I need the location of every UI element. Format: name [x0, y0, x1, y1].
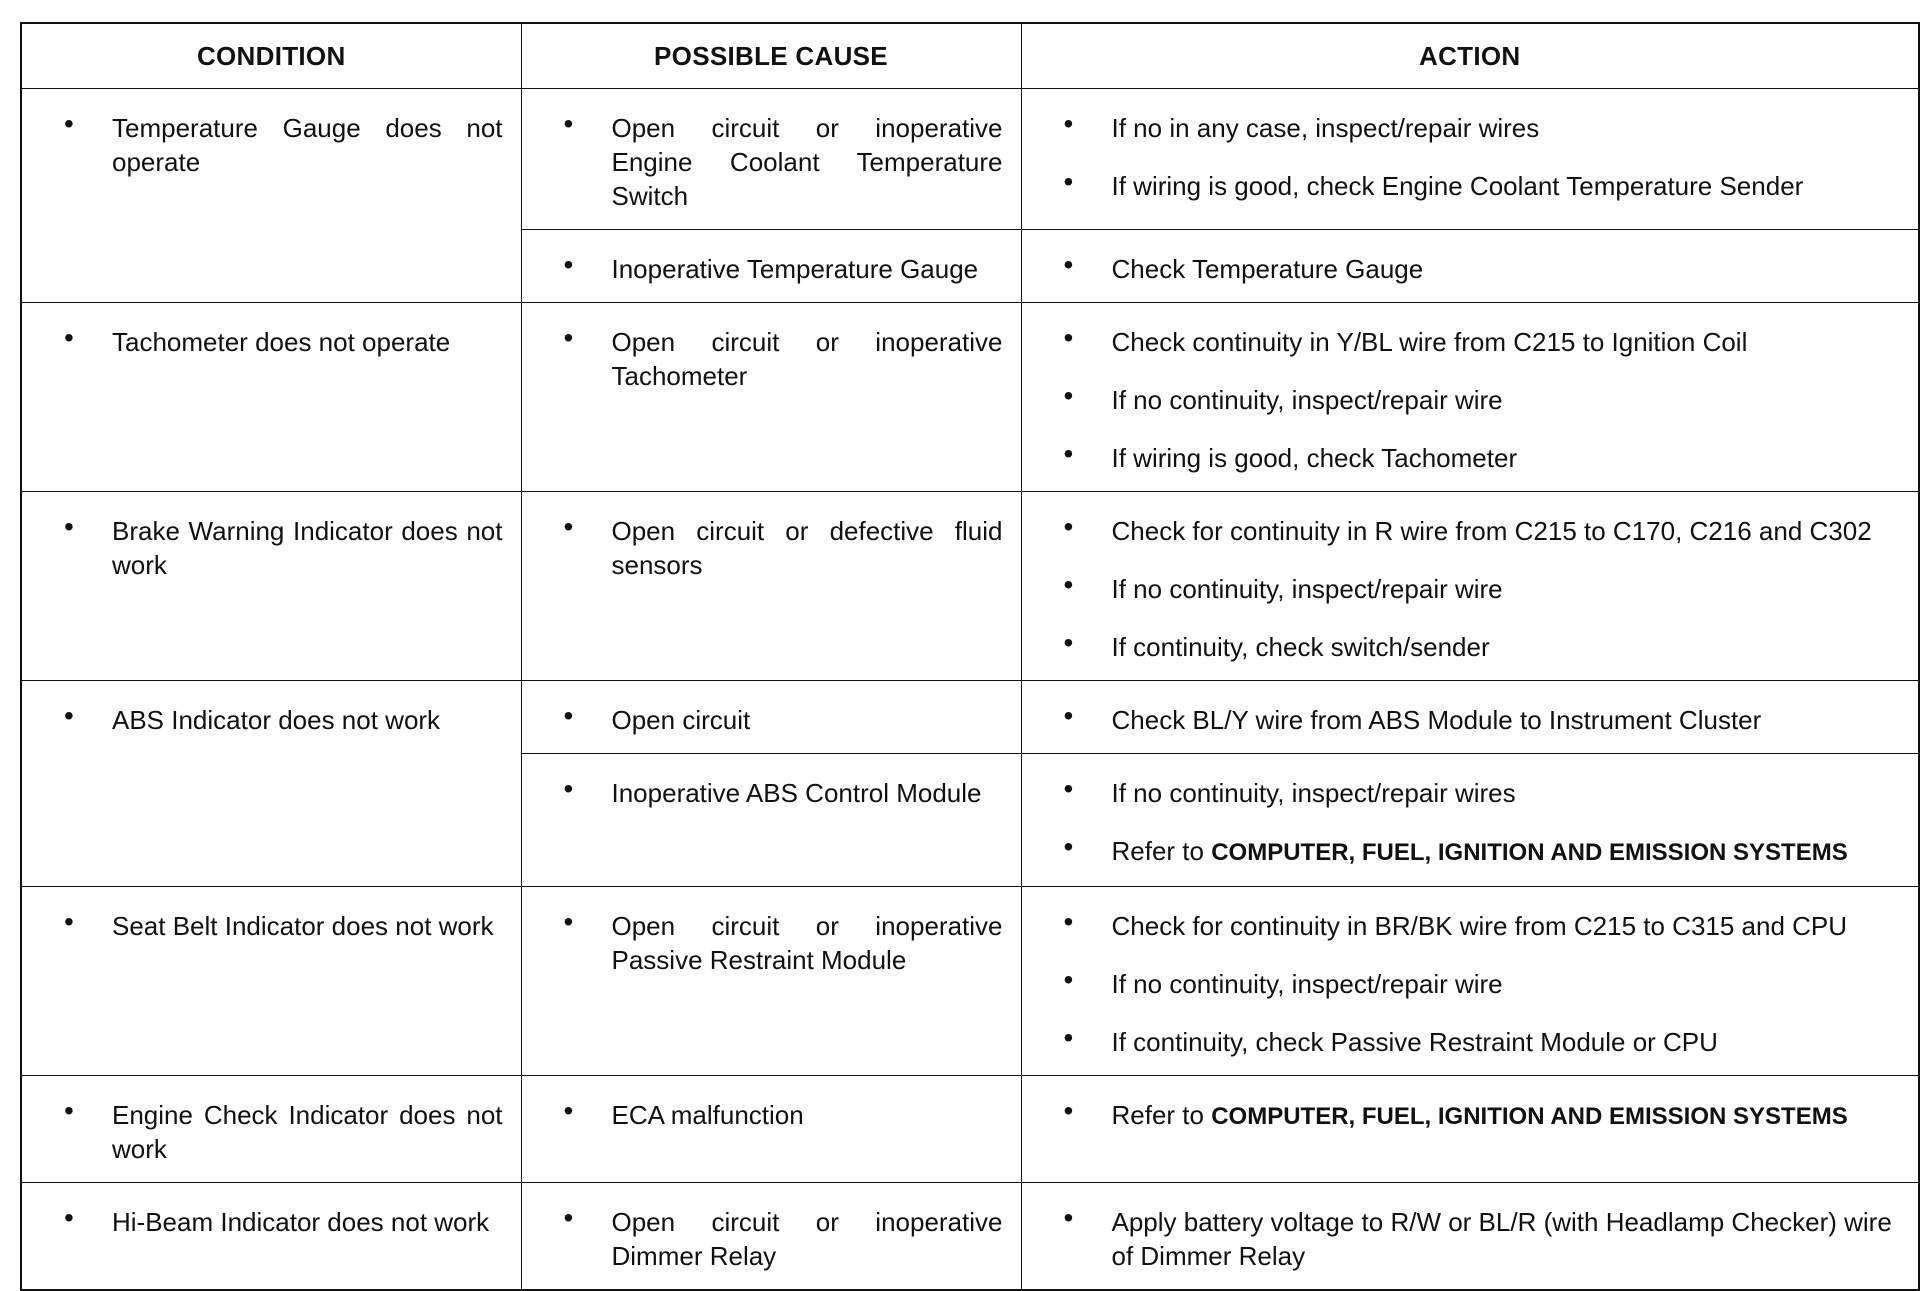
header-row: [21, 23, 1919, 89]
action-item: • Apply battery voltage to R/W or BL/R (with Headlamp Checker) wire of Dimmer Relay: [1022, 1205, 1901, 1273]
action-item: • Check Temperature Gauge: [1022, 252, 1901, 286]
table-row: [21, 681, 1919, 754]
action-item: • Check for continuity in R wire from C215 to C170, C216 and C302: [1022, 514, 1901, 548]
action-item: • If wiring is good, check Engine Coolant Temperature Sender: [1022, 169, 1901, 203]
header-possible-cause: POSSIBLE CAUSE: [521, 23, 1021, 89]
action-item: • Check BL/Y wire from ABS Module to Instrument Cluster: [1022, 703, 1901, 737]
condition-text: • Tachometer does not operate: [22, 325, 503, 359]
condition-cell: [21, 1183, 521, 1291]
condition-text: • Temperature Gauge does not operate: [22, 111, 503, 179]
cause-cell: [521, 1076, 1021, 1183]
action-cell: [1021, 1183, 1919, 1291]
table-row: [21, 887, 1919, 1076]
table-row: [21, 89, 1919, 230]
section-reference: COMPUTER, FUEL, IGNITION AND EMISSION SYSTEMS: [1211, 1103, 1848, 1130]
cause-text: • Inoperative Temperature Gauge: [522, 252, 1003, 286]
cause-text: • Open circuit or defective fluid sensors: [522, 514, 1003, 582]
action-cell: [1021, 1076, 1919, 1183]
condition-cell: [21, 887, 521, 1076]
action-item: [1022, 834, 1901, 870]
condition-text: • ABS Indicator does not work: [22, 703, 503, 737]
condition-cell: [21, 492, 521, 681]
condition-text: • Engine Check Indicator does not work: [22, 1098, 503, 1166]
action-item: [1022, 1098, 1901, 1134]
action-item: • If continuity, check Passive Restraint Module or CPU: [1022, 1025, 1901, 1059]
action-cell: [1021, 887, 1919, 1076]
action-item: • If no in any case, inspect/repair wires: [1022, 111, 1901, 145]
action-item: • If wiring is good, check Tachometer: [1022, 441, 1901, 475]
header-action: ACTION: [1021, 23, 1919, 89]
cause-cell: [521, 1183, 1021, 1291]
action-item: • If no continuity, inspect/repair wires: [1022, 776, 1901, 810]
cause-text: • Inoperative ABS Control Module: [522, 776, 1003, 810]
diagnosis-table: [20, 22, 1920, 1291]
condition-text: • Seat Belt Indicator does not work: [22, 909, 503, 943]
table-row: [21, 303, 1919, 492]
action-item: • If no continuity, inspect/repair wire: [1022, 967, 1901, 1001]
action-prefix: Refer to: [1111, 1100, 1212, 1130]
header-condition: CONDITION: [21, 23, 521, 89]
condition-cell: [21, 303, 521, 492]
cause-cell: [521, 754, 1021, 887]
section-reference: COMPUTER, FUEL, IGNITION AND EMISSION SYSTEMS: [1211, 839, 1848, 866]
action-cell: [1021, 681, 1919, 754]
action-cell: [1021, 89, 1919, 230]
action-cell: [1021, 303, 1919, 492]
cause-cell: [521, 230, 1021, 303]
cause-text: • Open circuit or inoperative Dimmer Relay: [522, 1205, 1003, 1273]
action-item: • Check for continuity in BR/BK wire from C215 to C315 and CPU: [1022, 909, 1901, 943]
condition-text: • Brake Warning Indicator does not work: [22, 514, 503, 582]
action-cell: [1021, 754, 1919, 887]
action-item: • If no continuity, inspect/repair wire: [1022, 383, 1901, 417]
cause-text: • ECA malfunction: [522, 1098, 1003, 1132]
action-cell: [1021, 492, 1919, 681]
cause-text: • Open circuit or inoperative Engine Coolant Temperature Switch: [522, 111, 1003, 213]
table-row: [21, 1076, 1919, 1183]
table-body: [21, 89, 1919, 1291]
condition-cell: [21, 681, 521, 887]
action-item: • Check continuity in Y/BL wire from C215 to Ignition Coil: [1022, 325, 1901, 359]
condition-cell: [21, 1076, 521, 1183]
table-row: [21, 492, 1919, 681]
cause-cell: [521, 492, 1021, 681]
condition-cell: [21, 89, 521, 303]
cause-cell: [521, 89, 1021, 230]
cause-cell: [521, 887, 1021, 1076]
cause-cell: [521, 303, 1021, 492]
cause-cell: [521, 681, 1021, 754]
table-row: [21, 1183, 1919, 1291]
condition-text: • Hi-Beam Indicator does not work: [22, 1205, 503, 1239]
cause-text: • Open circuit: [522, 703, 1003, 737]
cause-text: • Open circuit or inoperative Passive Restraint Module: [522, 909, 1003, 977]
action-prefix: Refer to: [1111, 836, 1212, 866]
action-item: • If no continuity, inspect/repair wire: [1022, 572, 1901, 606]
action-cell: [1021, 230, 1919, 303]
cause-text: • Open circuit or inoperative Tachometer: [522, 325, 1003, 393]
action-item: • If continuity, check switch/sender: [1022, 630, 1901, 664]
